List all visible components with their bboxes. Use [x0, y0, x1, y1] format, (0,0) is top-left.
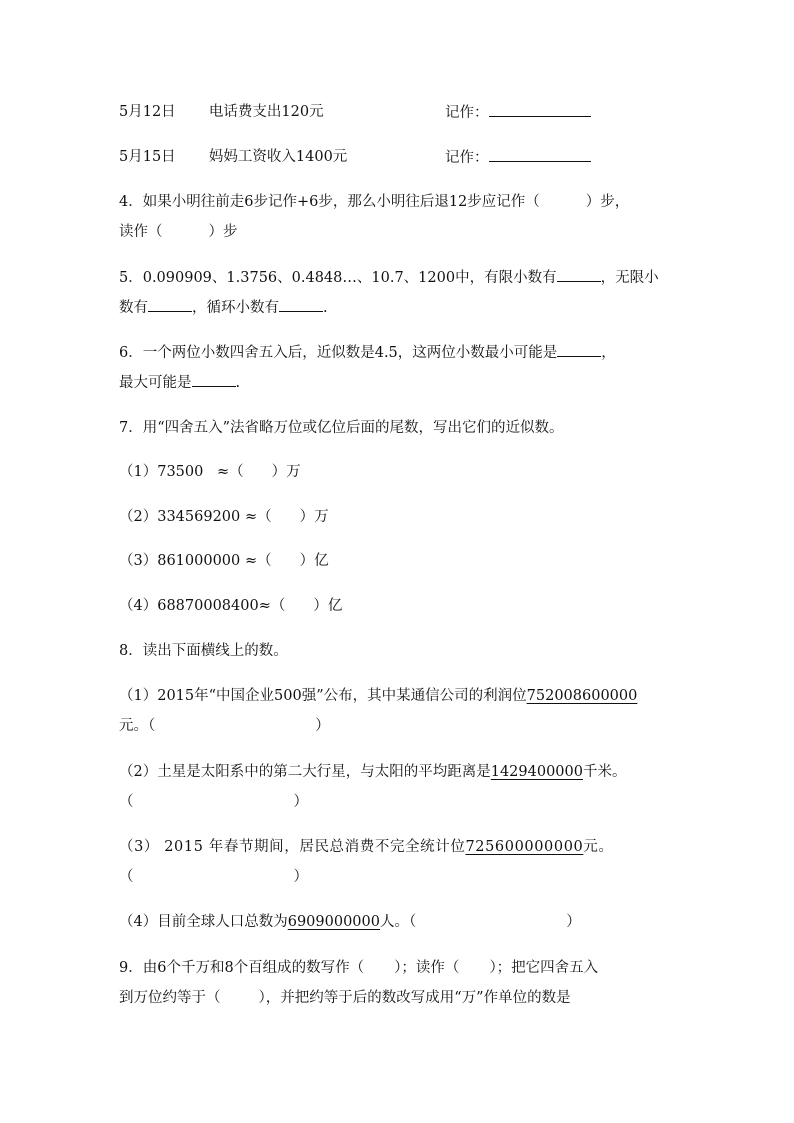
question-7-item-2	[119, 507, 679, 527]
question-6-line-2	[119, 372, 679, 393]
question-8-item-2-line-2	[119, 792, 679, 812]
question-9-line-2	[119, 988, 679, 1008]
question-text: 到万位约等于（	[119, 990, 221, 1006]
question-8-item-2-line-1	[119, 762, 679, 782]
question-text: 读作（	[119, 224, 163, 240]
item-unit: ）亿	[299, 553, 329, 569]
underlined-number: 725600000000	[465, 839, 584, 855]
ledger-desc: 妈妈工资收入1400元	[208, 149, 348, 165]
question-7-item-1	[119, 462, 679, 482]
answer-blank[interactable]	[489, 147, 591, 162]
ledger-label: 记作：	[445, 105, 489, 121]
answer-blank[interactable]	[557, 267, 601, 282]
question-text: ）；把它四舍五入	[489, 960, 599, 976]
answer-blank[interactable]	[489, 102, 591, 117]
question-text: 元。	[583, 839, 614, 855]
item-approx: ≈（	[245, 553, 272, 569]
ledger-label: 记作：	[445, 150, 489, 166]
question-text: （	[119, 794, 134, 810]
question-text: （2）土星是太阳系中的第二大行星，与太阳的平均距离是	[119, 764, 491, 780]
item-number: （1）73500	[119, 464, 204, 480]
item-unit: ）亿	[313, 598, 343, 614]
question-6-line-1	[119, 342, 679, 363]
item-number: （2）334569200	[119, 509, 241, 525]
question-8-item-1-line-2	[119, 716, 679, 736]
ledger-answer-2	[445, 147, 645, 168]
question-7-item-4	[119, 596, 679, 616]
question-4-line-2	[119, 222, 679, 242]
question-text: 元。（	[119, 718, 156, 734]
question-text: 9．由6个千万和8个百组成的数写作（	[119, 960, 365, 976]
item-number: （4）68870008400	[119, 598, 259, 614]
question-text: ，循环小数有	[192, 300, 279, 316]
question-8-item-3-line-1	[119, 837, 679, 857]
question-text: ）	[566, 914, 581, 930]
underlined-number: 1429400000	[490, 764, 583, 780]
question-text: （	[119, 869, 134, 885]
question-text: ，	[601, 345, 616, 361]
question-text: （1）2015年“中国企业500强”公布，其中某通信公司的利润位	[119, 688, 527, 704]
underlined-number: 6909000000	[287, 914, 380, 930]
question-text: ）	[293, 869, 308, 885]
question-text: ，无限小	[600, 270, 659, 286]
question-text: ）；读作（	[394, 960, 460, 976]
question-text: .	[235, 375, 241, 391]
question-text: ）	[315, 718, 330, 734]
question-text: ）步	[208, 224, 238, 240]
ledger-answer-1	[445, 102, 645, 123]
question-text: 千米。	[583, 764, 627, 780]
question-text: 8．读出下面横线上的数。	[119, 643, 288, 659]
question-text: 数有	[119, 300, 148, 316]
question-4-line-1	[119, 192, 679, 212]
ledger-date: 5月12日	[119, 104, 176, 120]
question-text: 5．0.090909、1.3756、0.4848…、10.7、1200中，有限小数有	[119, 270, 557, 286]
item-unit: ）万	[299, 509, 329, 525]
question-5-line-2	[119, 297, 679, 318]
question-8-item-1-line-1	[119, 686, 679, 706]
question-7-item-3	[119, 551, 679, 571]
answer-blank[interactable]	[279, 297, 323, 312]
question-text: （4）目前全球人口总数为	[119, 914, 288, 930]
question-text: 人。（	[380, 914, 417, 930]
answer-blank[interactable]	[148, 297, 192, 312]
question-text: 7．用“四舍五入”法省略万位或亿位后面的尾数，写出它们的近似数。	[119, 420, 564, 436]
answer-blank[interactable]	[557, 342, 601, 357]
question-8-item-4	[119, 912, 679, 932]
question-9-line-1	[119, 958, 679, 978]
question-text: （3） 2015 年春节期间，居民总消费不完全统计位	[119, 839, 466, 855]
question-text: 6．一个两位小数四舍五入后，近似数是4.5，这两位小数最小可能是	[119, 345, 558, 361]
question-text: ），并把约等于后的数改写成用“万”作单位的数是	[258, 990, 571, 1006]
question-8-title	[119, 641, 679, 661]
ledger-desc: 电话费支出120元	[208, 104, 324, 120]
item-approx: ≈（	[217, 464, 244, 480]
underlined-number: 752008600000	[526, 688, 638, 704]
question-text: .	[323, 300, 328, 316]
ledger-date: 5月15日	[119, 149, 176, 165]
question-7-title	[119, 418, 679, 438]
question-text: ）	[293, 794, 308, 810]
question-8-item-3-line-2	[119, 867, 679, 887]
question-text: 4．如果小明往前走6步记作+6步，那么小明往后退12步应记作（	[119, 194, 540, 210]
answer-blank[interactable]	[192, 372, 236, 387]
question-5-line-1	[119, 267, 679, 288]
item-unit: ）万	[271, 464, 301, 480]
item-approx: ≈（	[258, 598, 286, 614]
question-text: ）步，	[585, 194, 630, 210]
item-approx: ≈（	[245, 509, 272, 525]
item-number: （3）861000000	[119, 553, 241, 569]
question-text: 最大可能是	[119, 375, 192, 391]
